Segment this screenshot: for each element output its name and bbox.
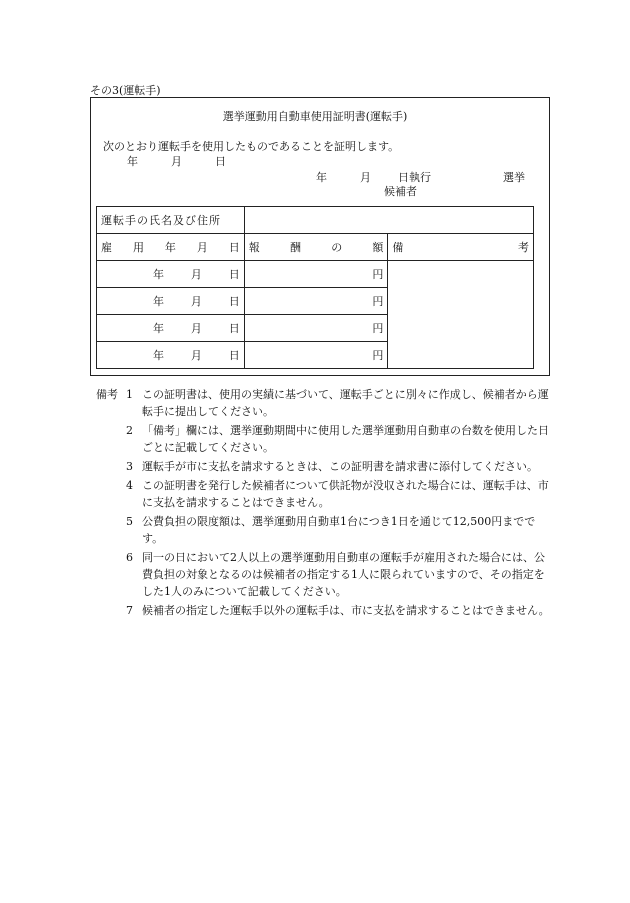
note-item: 備考 1 この証明書は、使用の実績に基づいて、運転手ごとに別々に作成し、候補者から運転手に提出してください。	[96, 388, 549, 418]
document-title: 選挙運動用自動車使用証明書(運転手)	[222, 110, 408, 123]
row-amount: 円	[244, 315, 388, 342]
notes-heading: 備考	[96, 388, 118, 401]
issue-year-label: 年	[127, 155, 138, 168]
row-date: 年 月 日	[97, 315, 245, 342]
row-date: 年 月 日	[97, 342, 245, 369]
employment-date-header: 雇 用 年 月 日	[97, 234, 245, 261]
remuneration-header: 報 酬 の 額	[244, 234, 388, 261]
note-item: 3 運転手が市に支払を請求するときは、この証明書を請求書に添付してください。	[126, 460, 538, 473]
remarks-cell	[388, 261, 534, 369]
table-header-row	[97, 234, 534, 261]
issue-date-line	[127, 153, 226, 169]
driver-usage-table	[96, 206, 534, 369]
election-day-label: 日執行	[398, 171, 431, 184]
issue-day-label: 日	[215, 155, 226, 168]
candidate-label: 候補者	[384, 185, 417, 198]
note-item: 4 この証明書を発行した候補者について供託物が没収された場合には、運転手は、市に支払を請求することはできません。	[126, 479, 549, 509]
name-address-label: 運転手の氏名及び住所	[97, 207, 245, 234]
row-amount: 円	[244, 261, 388, 288]
form-number: その3(運転手)	[90, 84, 161, 97]
certification-statement: 次のとおり運転手を使用したものであることを証明します。	[103, 140, 400, 153]
note-item: 6 同一の日において2人以上の選挙運動用自動車の運転手が雇用された場合には、公費負担の対象となるのは候補者の指定する1人に限られていますので、その指定をした1人のみについて記載してください。	[126, 551, 545, 598]
note-item: 7 候補者の指定した運転手以外の運転手は、市に支払を請求することはできません。	[126, 604, 550, 617]
notes-section	[96, 386, 550, 621]
election-month-label: 月	[360, 171, 371, 184]
election-year-label: 年	[316, 171, 327, 184]
note-item: 2 「備考」欄には、選挙運動期間中に使用した選挙運動用自動車の台数を使用した日ごとに記載してください。	[126, 424, 549, 454]
remarks-header: 備 考	[388, 234, 534, 261]
row-date: 年 月 日	[97, 288, 245, 315]
name-address-row	[97, 207, 534, 234]
name-address-field	[244, 207, 533, 234]
row-amount: 円	[244, 288, 388, 315]
election-label: 選挙	[503, 171, 525, 184]
table-row	[97, 261, 534, 288]
row-date: 年 月 日	[97, 261, 245, 288]
issue-month-label: 月	[171, 155, 182, 168]
note-item: 5 公費負担の限度額は、選挙運動用自動車1台につき1日を通じて12,500円までです。	[126, 515, 536, 545]
row-amount: 円	[244, 342, 388, 369]
